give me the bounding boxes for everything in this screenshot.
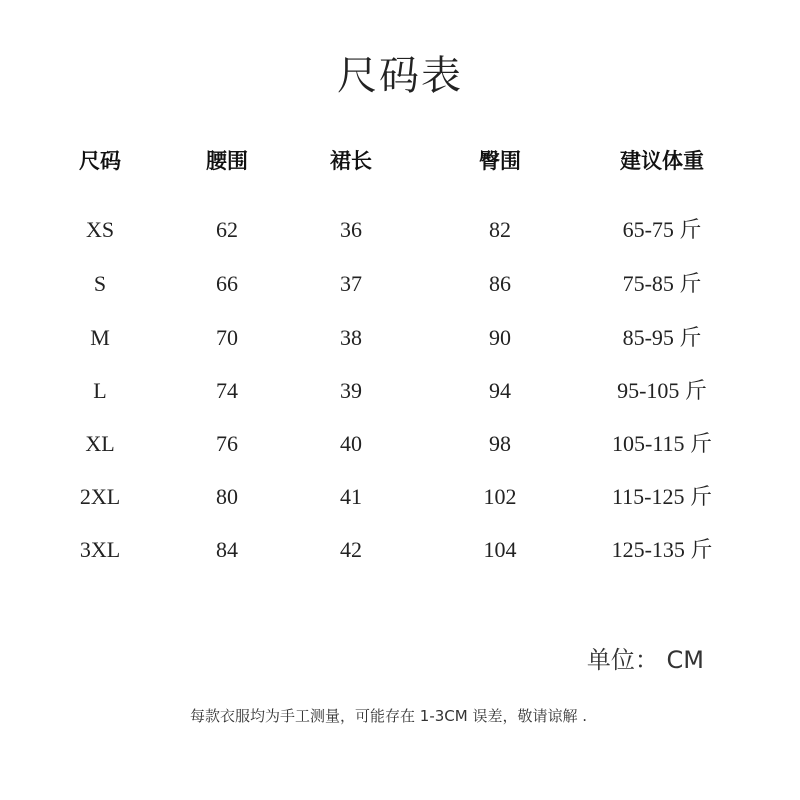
- cell-hip: 98: [489, 431, 511, 456]
- cell-weight: 125-135 斤: [611, 537, 713, 562]
- cell-weight: 85-95 斤: [622, 325, 702, 350]
- page-title: 尺码表: [337, 53, 463, 99]
- cell-weight: 75-85 斤: [622, 271, 702, 296]
- header-waist: 腰围: [206, 149, 248, 173]
- cell-hip: 90: [489, 325, 511, 350]
- cell-skirt-length: 39: [340, 378, 362, 403]
- table-row: [0, 424, 800, 464]
- cell-waist: 62: [216, 217, 238, 242]
- cell-skirt-length: 36: [340, 217, 362, 242]
- cell-weight: 115-125 斤: [611, 484, 713, 509]
- cell-size: M: [90, 325, 110, 350]
- header-recommended-weight: 建议体重: [620, 149, 704, 173]
- cell-weight: 65-75 斤: [622, 217, 702, 242]
- cell-weight: 95-105 斤: [617, 378, 707, 403]
- header-hip: 臀围: [479, 149, 521, 173]
- table-row: [0, 264, 800, 304]
- table-row: [0, 318, 800, 358]
- cell-skirt-length: 40: [340, 431, 362, 456]
- cell-size: 2XL: [79, 484, 121, 509]
- cell-size: XS: [85, 217, 115, 242]
- cell-waist: 70: [216, 325, 238, 350]
- unit-label: 单位： CM: [586, 646, 704, 674]
- cell-size: XL: [85, 431, 115, 456]
- header-skirt-length: 裙长: [330, 149, 372, 173]
- cell-size: S: [93, 271, 107, 296]
- cell-waist: 84: [216, 537, 238, 562]
- header-size: 尺码: [79, 149, 121, 173]
- cell-skirt-length: 41: [340, 484, 362, 509]
- cell-waist: 76: [216, 431, 238, 456]
- cell-waist: 80: [216, 484, 238, 509]
- table-row: [0, 477, 800, 517]
- cell-hip: 104: [483, 537, 517, 562]
- cell-hip: 102: [483, 484, 517, 509]
- table-row: [0, 210, 800, 250]
- cell-size: 3XL: [79, 537, 121, 562]
- cell-skirt-length: 42: [340, 537, 362, 562]
- table-row: [0, 530, 800, 570]
- cell-hip: 82: [489, 217, 511, 242]
- cell-size: L: [93, 378, 107, 403]
- cell-hip: 94: [489, 378, 511, 403]
- table-header: [0, 141, 800, 181]
- cell-skirt-length: 37: [340, 271, 362, 296]
- table-row: [0, 371, 800, 411]
- cell-waist: 66: [216, 271, 238, 296]
- measurement-note: 每款衣服均为手工测量，可能存在 1-3CM 误差，敬请谅解 .: [190, 707, 587, 725]
- cell-hip: 86: [489, 271, 511, 296]
- cell-weight: 105-115 斤: [611, 431, 713, 456]
- cell-skirt-length: 38: [340, 325, 362, 350]
- cell-waist: 74: [216, 378, 238, 403]
